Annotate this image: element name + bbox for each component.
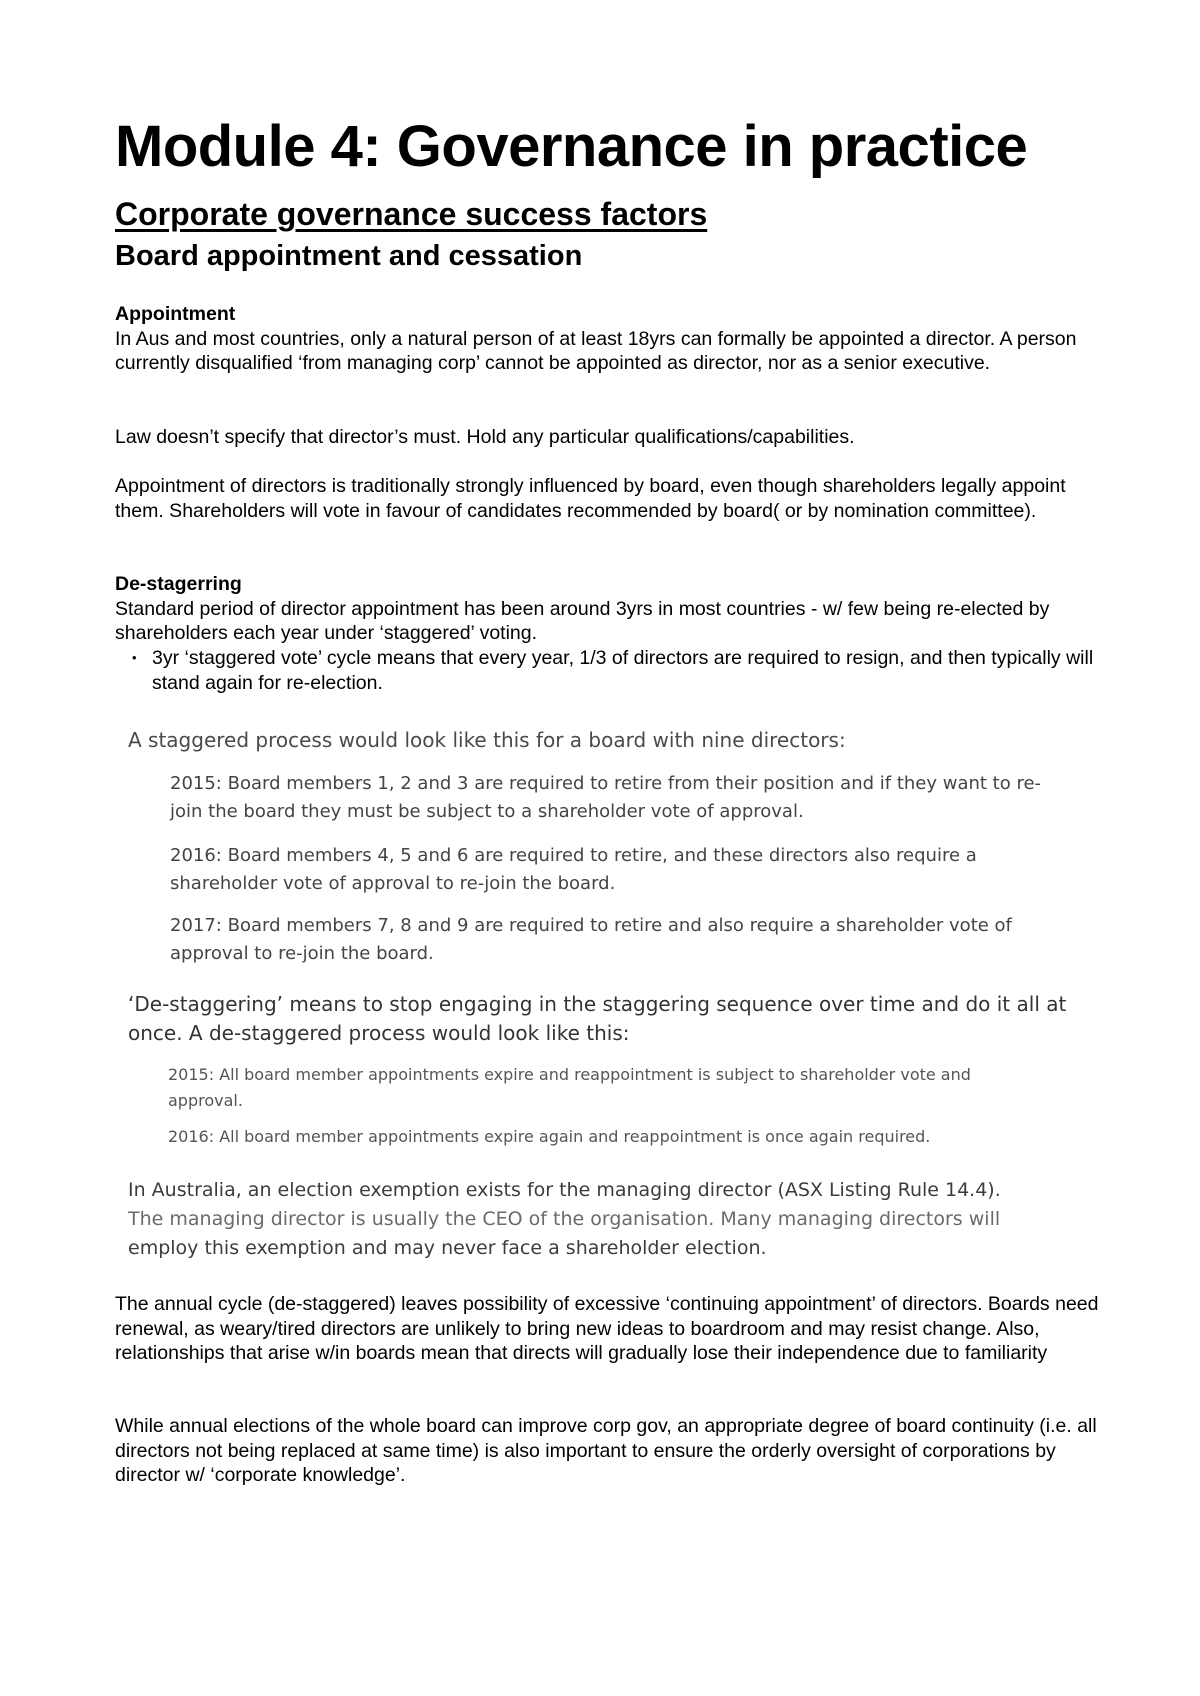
screenshot-intro: A staggered process would look like this for a board with nine directors: xyxy=(128,728,846,752)
continuity-paragraph: While annual elections of the whole board can improve corp gov, an appropriate degree of board continuity (i.e. all directors not being replaced at same time) is also important to ensure the orderly oversight of corporations by director w/ ‘corporate knowledge’. xyxy=(115,1415,1097,1486)
australia-exemption xyxy=(128,1176,1068,1263)
destagger-intro: ‘De-staggering’ means to stop engaging in the staggering sequence over time and do it all at once. A de-staggered process would look like this: xyxy=(128,992,1067,1045)
staggered-item: 2015: Board members 1, 2 and 3 are required to retire from their position and if they want to re-join the board they must be subject to a shareholder vote of approval. xyxy=(170,773,1042,822)
law-paragraph: Law doesn’t specify that director’s must. Hold any particular qualifications/capabilities. xyxy=(115,426,855,448)
board-influence-paragraph: Appointment of directors is traditionally strongly influenced by board, even though shareholders legally appoint them. Shareholders will vote in favour of candidates recommended by board( or by nomination committee). xyxy=(115,475,1066,522)
list-item xyxy=(124,646,1104,695)
appointment-section xyxy=(115,302,1115,376)
destaggering-bullet: 3yr ‘staggered vote’ cycle means that every year, 1/3 of directors are required to resign, and then typically will stand again for re-election. xyxy=(152,647,1094,694)
page-title: Module 4: Governance in practice xyxy=(115,114,1028,179)
destaggering-text: Standard period of director appointment has been around 3yrs in most countries - w/ few being re-elected by shareholders each year under ‘staggered’ voting. xyxy=(115,597,1050,644)
page-subtitle: Corporate governance success factors xyxy=(115,196,708,232)
australia-text-1: In Australia, an election exemption exists for the managing director (ASX Listing Rule 14.4). xyxy=(128,1179,1001,1201)
destaggered-item: 2015: All board member appointments expire and reappointment is subject to shareholder vote and approval. xyxy=(168,1065,971,1110)
destaggering-section xyxy=(115,572,1115,646)
annual-cycle-paragraph: The annual cycle (de-staggered) leaves possibility of excessive ‘continuing appointment’ of directors. Boards need renewal, as weary/tired directors are unlikely to bring new ideas to boardroom and may resist change. Also, relationships that arise w/in boards mean that directs will gradually lose their independence due to familiarity xyxy=(115,1293,1099,1364)
australia-text-3: employ this exemption and may never face a shareholder election. xyxy=(128,1237,767,1259)
bullet-icon: • xyxy=(132,650,137,665)
appointment-text: In Aus and most countries, only a natural person of at least 18yrs can formally be appointed a director. A person currently disqualified ‘from managing corp’ cannot be appointed as director, nor as a senior executive. xyxy=(115,327,1077,374)
appointment-label: Appointment xyxy=(115,303,236,325)
staggered-item: 2016: Board members 4, 5 and 6 are required to retire, and these directors also require a shareholder vote of approval to re-join the board. xyxy=(170,845,977,894)
section-heading: Board appointment and cessation xyxy=(115,240,583,272)
staggered-item: 2017: Board members 7, 8 and 9 are required to retire and also require a shareholder vote of approval to re-join the board. xyxy=(170,915,1012,964)
destaggered-item: 2016: All board member appointments expire again and reappointment is once again required. xyxy=(168,1127,931,1146)
destaggering-label: De-stagerring xyxy=(115,573,242,595)
australia-text-2: The managing director is usually the CEO of the organisation. Many managing directors will xyxy=(128,1208,1001,1230)
